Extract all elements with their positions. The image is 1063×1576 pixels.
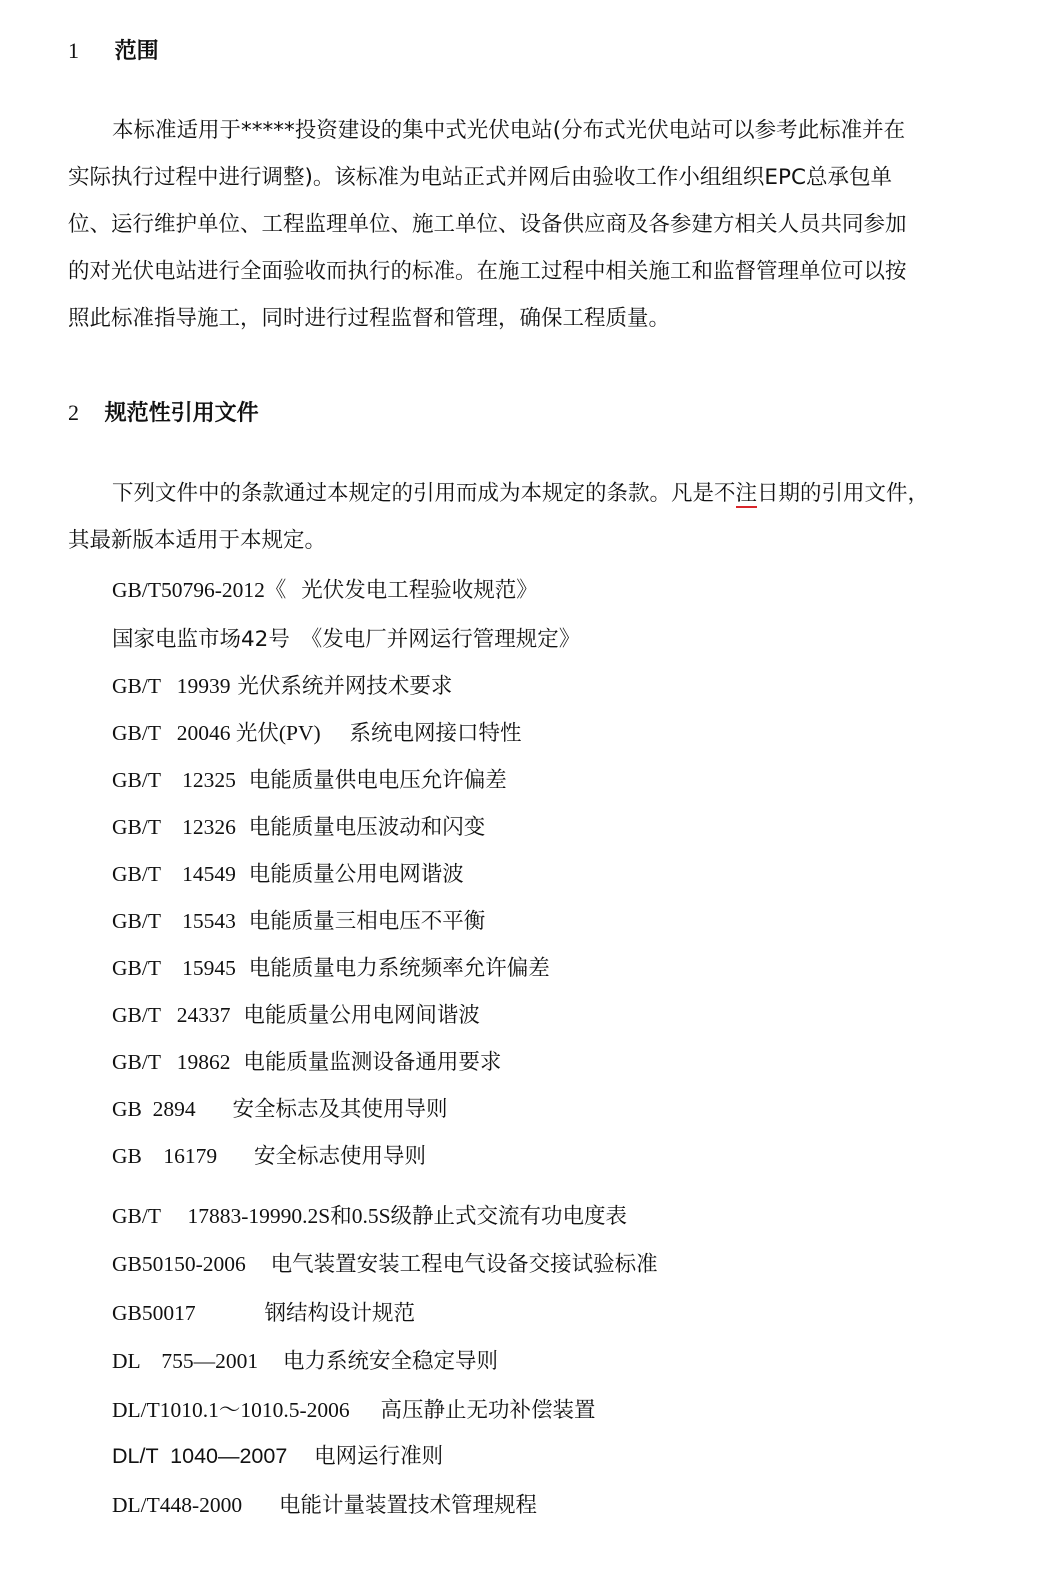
reference-item: DL/T 1040—2007 电网运行准则 <box>112 1444 444 1469</box>
section-1-title: 范围 <box>114 39 159 64</box>
paragraph-line: 下列文件中的条款通过本规定的引用而成为本规定的条款。凡是不注日期的引用文件， <box>112 481 930 506</box>
reference-item: 国家电监市场42号 《发电厂并网运行管理规定》 <box>112 627 581 652</box>
references-intro-paragraph <box>68 470 988 564</box>
spellcheck-underlined-word: 注 <box>735 481 758 506</box>
paragraph-line: 实际执行过程中进行调整)。该标准为电站正式并网后由验收工作小组组织EPC总承包单 <box>68 165 892 190</box>
reference-item: GB/T 24337 电能质量公用电网间谐波 <box>112 1003 480 1028</box>
reference-item: GB/T 14549 电能质量公用电网谐波 <box>112 862 464 887</box>
reference-item: GB 16179 安全标志使用导则 <box>112 1144 426 1169</box>
reference-item: GB/T 19862 电能质量监测设备通用要求 <box>112 1050 502 1075</box>
scope-paragraph <box>68 107 988 342</box>
section-2-number: 2 <box>68 400 79 425</box>
paragraph-line: 位、运行维护单位、工程监理单位、施工单位、设备供应商及各参建方相关人员共同参加 <box>68 212 907 237</box>
reference-item: DL/T1010.1～1010.5-2006 高压静止无功补偿装置 <box>112 1398 596 1423</box>
reference-item: GB/T 19939 光伏系统并网技术要求 <box>112 674 453 699</box>
section-1-number: 1 <box>68 38 79 63</box>
reference-item: GB 2894 安全标志及其使用导则 <box>112 1097 448 1122</box>
reference-item: GB50017 钢结构设计规范 <box>112 1301 415 1326</box>
paragraph-line: 的对光伏电站进行全面验收而执行的标准。在施工过程中相关施工和监督管理单位可以按 <box>68 259 907 284</box>
reference-item: GB/T 12325 电能质量供电电压允许偏差 <box>112 768 507 793</box>
reference-item: GB/T 15543 电能质量三相电压不平衡 <box>112 909 486 934</box>
paragraph-line: 其最新版本适用于本规定。 <box>68 528 327 553</box>
reference-item: GB50150-2006 电气装置安装工程电气设备交接试验标准 <box>112 1252 658 1277</box>
paragraph-line: 照此标准指导施工，同时进行过程监督和管理，确保工程质量。 <box>68 306 671 331</box>
reference-item: DL/T448-2000 电能计量装置技术管理规程 <box>112 1493 538 1518</box>
section-2-title: 规范性引用文件 <box>104 401 259 426</box>
reference-item: GB/T 17883-19990.2S和0.5S级静止式交流有功电度表 <box>112 1204 628 1228</box>
reference-item: DL 755—2001 电力系统安全稳定导则 <box>112 1349 498 1374</box>
section-2-heading <box>68 396 259 427</box>
section-1-heading <box>68 34 159 65</box>
reference-item: GB/T 20046 光伏(PV) 系统电网接口特性 <box>112 721 522 746</box>
reference-item: GB/T 15945 电能质量电力系统频率允许偏差 <box>112 956 550 981</box>
reference-item: GB/T50796-2012《 光伏发电工程验收规范》 <box>112 578 538 603</box>
paragraph-line: 本标准适用于*****投资建设的集中式光伏电站(分布式光伏电站可以参考此标准并在 <box>112 118 906 143</box>
reference-item: GB/T 12326 电能质量电压波动和闪变 <box>112 815 486 840</box>
